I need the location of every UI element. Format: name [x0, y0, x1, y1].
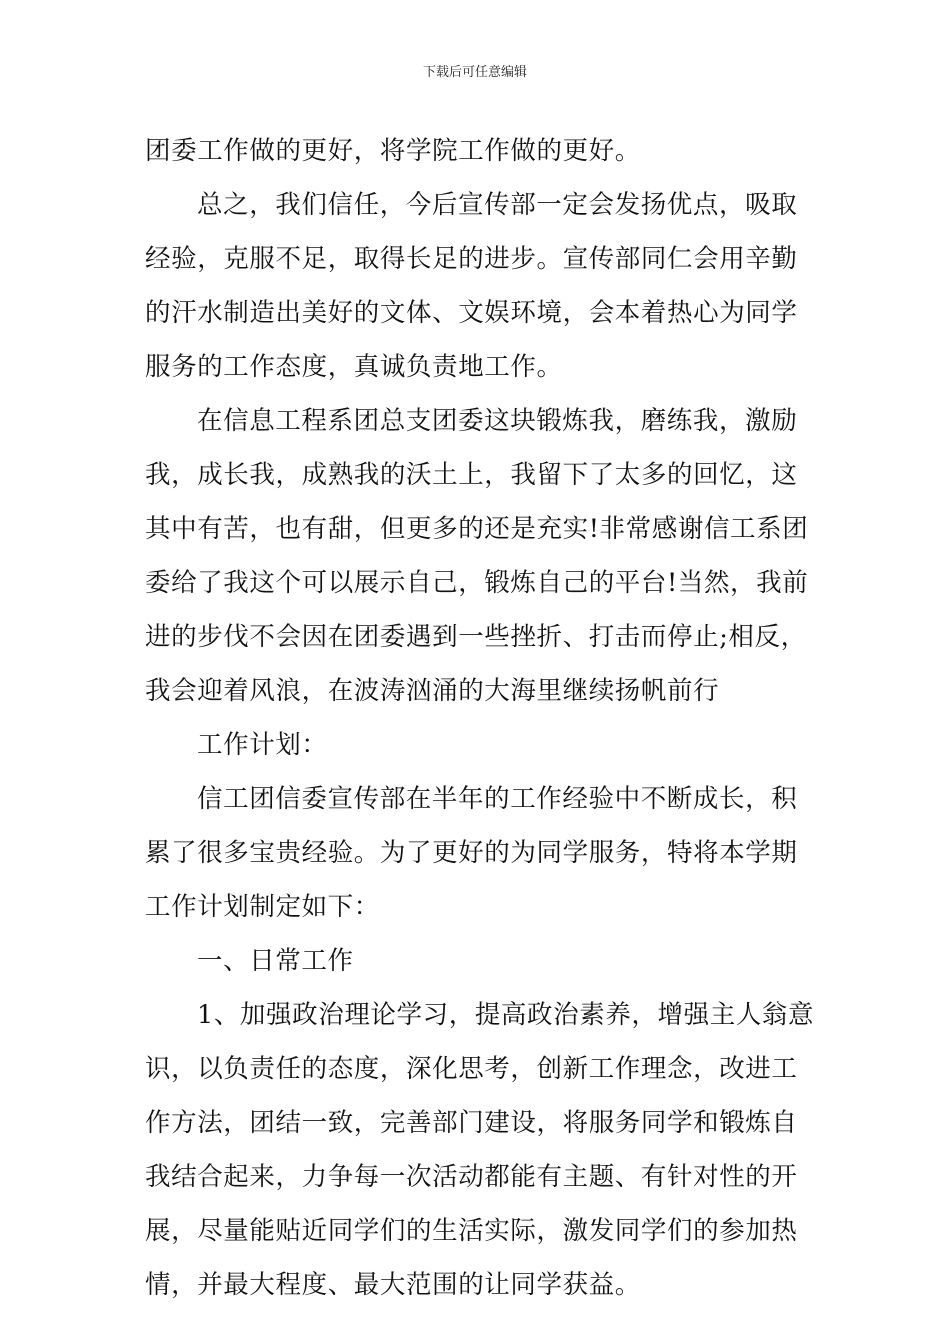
text-line: 服务的工作态度，真诚负责地工作。 — [145, 352, 563, 382]
text-line: 情，并最大程度、最大范围的让同学获益。 — [145, 1270, 641, 1300]
section-heading: 工作计划： — [197, 730, 328, 760]
text-line: 识，以负责任的态度，深化思考，创新工作理念，改进工 — [145, 1054, 798, 1084]
text-line: 的汗水制造出美好的文体、文娱环境，会本着热心为同学 — [145, 298, 798, 328]
document-body — [145, 124, 815, 1312]
text-line: 我结合起来，力争每一次活动都能有主题、有针对性的开 — [145, 1162, 798, 1192]
text-line: 委给了我这个可以展示自己，锻炼自己的平台!当然，我前 — [145, 568, 809, 598]
paragraph-start-line: 在信息工程系团总支团委这块锻炼我，磨练我，激励 — [197, 406, 798, 436]
paragraph-start-line: 总之，我们信任，今后宣传部一定会发扬优点，吸取 — [197, 190, 798, 220]
text-line: 展，尽量能贴近同学们的生活实际，激发同学们的参加热 — [145, 1216, 798, 1246]
text-line: 我，成长我，成熟我的沃土上，我留下了太多的回忆，这 — [145, 460, 798, 490]
paragraph-start-line: 1、加强政治理论学习，提高政治素养，增强主人翁意 — [197, 1000, 815, 1030]
text-line: 经验，克服不足，取得长足的进步。宣传部同仁会用辛勤 — [145, 244, 798, 274]
text-line: 其中有苦，也有甜，但更多的还是充实!非常感谢信工系团 — [145, 514, 809, 544]
text-line: 作方法，团结一致，完善部门建设，将服务同学和锻炼自 — [145, 1108, 798, 1138]
text-line: 进的步伐不会因在团委遇到一些挫折、打击而停止;相反， — [145, 622, 807, 652]
text-line: 我会迎着风浪，在波涛汹涌的大海里继续扬帆前行 — [145, 676, 720, 706]
text-line: 工作计划制定如下： — [145, 892, 380, 922]
paragraph-start-line: 信工团信委宣传部在半年的工作经验中不断成长，积 — [197, 784, 798, 814]
section-heading: 一、日常工作 — [197, 946, 354, 976]
text-line: 累了很多宝贵经验。为了更好的为同学服务，特将本学期 — [145, 838, 798, 868]
text-line: 团委工作做的更好，将学院工作做的更好。 — [145, 136, 641, 166]
page-header: 下载后可任意编辑 — [422, 65, 527, 80]
